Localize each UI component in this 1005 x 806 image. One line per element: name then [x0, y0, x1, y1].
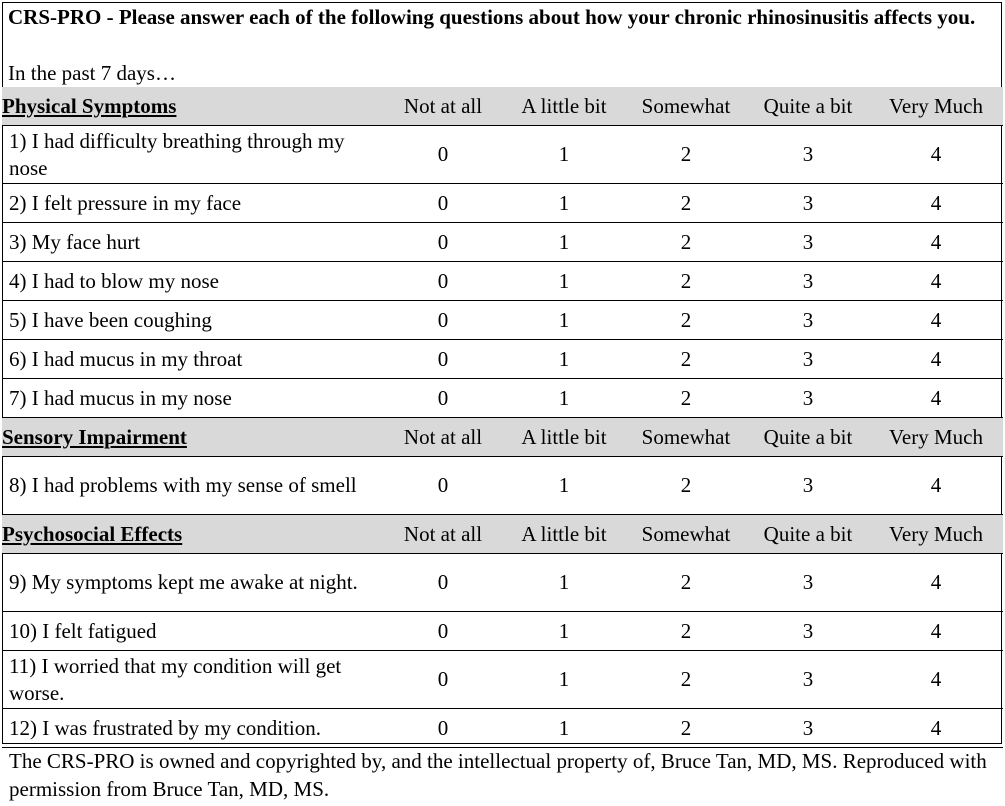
question-text: 8) I had problems with my sense of smell	[2, 457, 383, 515]
question-text: 12) I was frustrated by my condition.	[2, 709, 383, 748]
score-cell[interactable]: 4	[869, 126, 1003, 184]
score-cell[interactable]: 0	[383, 457, 503, 515]
score-cell[interactable]: 4	[869, 554, 1003, 612]
score-cell[interactable]: 3	[747, 457, 869, 515]
question-text: 7) I had mucus in my nose	[2, 379, 383, 418]
score-cell[interactable]: 1	[503, 262, 625, 301]
score-cell[interactable]: 2	[625, 126, 747, 184]
score-cell[interactable]: 1	[503, 340, 625, 379]
copyright-notice: The CRS-PRO is owned and copyrighted by, and the intellectual property of, Bruce Tan, MD, MS. Reproduced with permission from Bruce Tan, MD, MS.	[9, 749, 987, 801]
question-text: 9) My symptoms kept me awake at night.	[2, 554, 383, 612]
question-text: 4) I had to blow my nose	[2, 262, 383, 301]
section-header-physical	[2, 87, 1003, 126]
scale-not-at-all: Not at all	[383, 418, 503, 457]
score-cell[interactable]: 1	[503, 126, 625, 184]
score-cell[interactable]: 2	[625, 612, 747, 651]
section-header-sensory	[2, 418, 1003, 457]
scale-very-much: Very Much	[869, 87, 1003, 126]
score-cell[interactable]: 0	[383, 340, 503, 379]
score-cell[interactable]: 0	[383, 223, 503, 262]
scale-somewhat: Somewhat	[625, 515, 747, 554]
table-row	[2, 709, 1003, 748]
score-cell[interactable]: 2	[625, 262, 747, 301]
score-cell[interactable]: 3	[747, 184, 869, 223]
table-row	[2, 457, 1003, 515]
score-cell[interactable]: 2	[625, 184, 747, 223]
scale-a-little-bit: A little bit	[503, 418, 625, 457]
question-text: 10) I felt fatigued	[2, 612, 383, 651]
table-row	[2, 223, 1003, 262]
table-row	[2, 651, 1003, 709]
table-row	[2, 379, 1003, 418]
score-cell[interactable]: 4	[869, 340, 1003, 379]
section-title: Psychosocial Effects	[2, 515, 383, 554]
scale-quite-a-bit: Quite a bit	[747, 515, 869, 554]
score-cell[interactable]: 3	[747, 379, 869, 418]
score-cell[interactable]: 3	[747, 554, 869, 612]
score-cell[interactable]: 3	[747, 126, 869, 184]
score-cell[interactable]: 0	[383, 709, 503, 748]
question-text: 11) I worried that my condition will get worse.	[2, 651, 383, 709]
scale-quite-a-bit: Quite a bit	[747, 418, 869, 457]
section-title: Sensory Impairment	[2, 418, 383, 457]
score-cell[interactable]: 4	[869, 379, 1003, 418]
score-cell[interactable]: 0	[383, 126, 503, 184]
score-cell[interactable]: 1	[503, 379, 625, 418]
score-cell[interactable]: 2	[625, 554, 747, 612]
score-cell[interactable]: 0	[383, 379, 503, 418]
score-cell[interactable]: 0	[383, 651, 503, 709]
score-cell[interactable]: 2	[625, 457, 747, 515]
question-text: 2) I felt pressure in my face	[2, 184, 383, 223]
question-text: 6) I had mucus in my throat	[2, 340, 383, 379]
score-cell[interactable]: 0	[383, 262, 503, 301]
recall-period: In the past 7 days…	[8, 61, 176, 85]
score-cell[interactable]: 3	[747, 262, 869, 301]
question-text: 5) I have been coughing	[2, 301, 383, 340]
table-row	[2, 612, 1003, 651]
score-cell[interactable]: 2	[625, 223, 747, 262]
section-title: Physical Symptoms	[2, 87, 383, 126]
score-cell[interactable]: 4	[869, 223, 1003, 262]
scale-somewhat: Somewhat	[625, 418, 747, 457]
score-cell[interactable]: 0	[383, 184, 503, 223]
score-cell[interactable]: 3	[747, 340, 869, 379]
score-cell[interactable]: 4	[869, 612, 1003, 651]
scale-quite-a-bit: Quite a bit	[747, 87, 869, 126]
score-cell[interactable]: 4	[869, 709, 1003, 748]
table-row	[2, 301, 1003, 340]
score-cell[interactable]: 4	[869, 262, 1003, 301]
score-cell[interactable]: 2	[625, 709, 747, 748]
score-cell[interactable]: 3	[747, 651, 869, 709]
scale-not-at-all: Not at all	[383, 515, 503, 554]
scale-very-much: Very Much	[869, 515, 1003, 554]
question-text: 3) My face hurt	[2, 223, 383, 262]
score-cell[interactable]: 4	[869, 301, 1003, 340]
score-cell[interactable]: 3	[747, 612, 869, 651]
table-row	[2, 340, 1003, 379]
scale-somewhat: Somewhat	[625, 87, 747, 126]
score-cell[interactable]: 3	[747, 709, 869, 748]
scale-very-much: Very Much	[869, 418, 1003, 457]
question-text: 1) I had difficulty breathing through my nose	[2, 126, 383, 184]
score-cell[interactable]: 0	[383, 301, 503, 340]
score-cell[interactable]: 1	[503, 223, 625, 262]
score-cell[interactable]: 0	[383, 612, 503, 651]
score-cell[interactable]: 1	[503, 709, 625, 748]
scale-not-at-all: Not at all	[383, 87, 503, 126]
table-row	[2, 554, 1003, 612]
score-cell[interactable]: 2	[625, 651, 747, 709]
section-header-psychosocial	[2, 515, 1003, 554]
score-cell[interactable]: 3	[747, 301, 869, 340]
table-row	[2, 184, 1003, 223]
questionnaire-table	[2, 87, 1003, 748]
score-cell[interactable]: 1	[503, 457, 625, 515]
score-cell[interactable]: 1	[503, 651, 625, 709]
scale-a-little-bit: A little bit	[503, 515, 625, 554]
score-cell[interactable]: 2	[625, 379, 747, 418]
score-cell[interactable]: 1	[503, 184, 625, 223]
score-cell[interactable]: 4	[869, 457, 1003, 515]
scale-a-little-bit: A little bit	[503, 87, 625, 126]
score-cell[interactable]: 3	[747, 223, 869, 262]
score-cell[interactable]: 2	[625, 340, 747, 379]
page-title: CRS-PRO - Please answer each of the following questions about how your chronic rhinosinusitis affects you.	[8, 5, 976, 29]
score-cell[interactable]: 0	[383, 554, 503, 612]
table-row	[2, 262, 1003, 301]
score-cell[interactable]: 1	[503, 301, 625, 340]
score-cell[interactable]: 2	[625, 301, 747, 340]
score-cell[interactable]: 1	[503, 612, 625, 651]
score-cell[interactable]: 1	[503, 554, 625, 612]
score-cell[interactable]: 4	[869, 184, 1003, 223]
score-cell[interactable]: 4	[869, 651, 1003, 709]
table-row	[2, 126, 1003, 184]
